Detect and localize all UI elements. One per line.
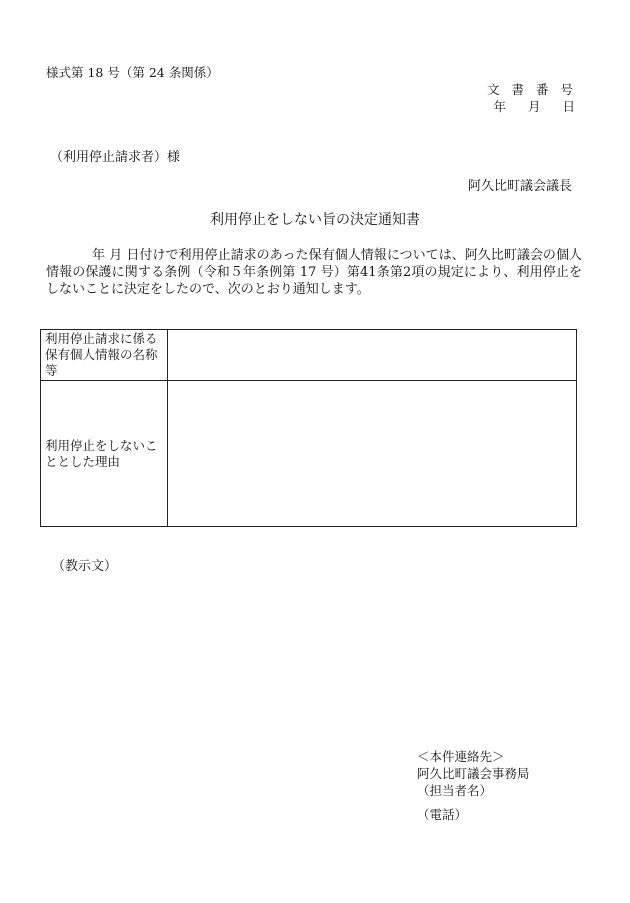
contact-person: （担当者名） bbox=[417, 783, 493, 798]
document-date bbox=[493, 97, 577, 115]
table-value-info-name bbox=[168, 330, 577, 381]
info-table bbox=[40, 329, 577, 527]
body-text: 年 月 日付けで利用停止請求のあった保有個人情報については、阿久比町議会の個人情報の保護に関する条例（令和５年条例第 17 号）第41条第2項の規定により、利用停止をしないことに決定をしたので、次のとおり通知します。 bbox=[46, 248, 582, 297]
date-month-label: 月 bbox=[527, 99, 543, 114]
table-label-reason: 利用停止をしないこととした理由 bbox=[41, 381, 168, 527]
instruction-text: （教示文） bbox=[52, 559, 118, 574]
contact-heading: ＜本件連絡先＞ bbox=[417, 749, 505, 764]
contact-phone: （電話） bbox=[417, 807, 468, 822]
table-label-info-name: 利用停止請求に係る保有個人情報の名称等 bbox=[41, 330, 168, 381]
document-number-label: 文 書 番 号 bbox=[487, 82, 577, 97]
table-row bbox=[41, 381, 577, 527]
contact-office: 阿久比町議会事務局 bbox=[417, 766, 530, 781]
date-day-label: 日 bbox=[562, 99, 577, 114]
table-row bbox=[41, 330, 577, 381]
date-year-label: 年 bbox=[493, 99, 508, 114]
table-value-reason bbox=[168, 381, 577, 527]
addressee: （利用停止請求者）様 bbox=[50, 150, 181, 165]
form-number: 様式第 18 号（第 24 条関係） bbox=[46, 65, 219, 80]
contact-block bbox=[417, 748, 530, 823]
document-title: 利用停止をしない旨の決定通知書 bbox=[210, 212, 420, 228]
sender: 阿久比町議会議長 bbox=[467, 179, 572, 194]
